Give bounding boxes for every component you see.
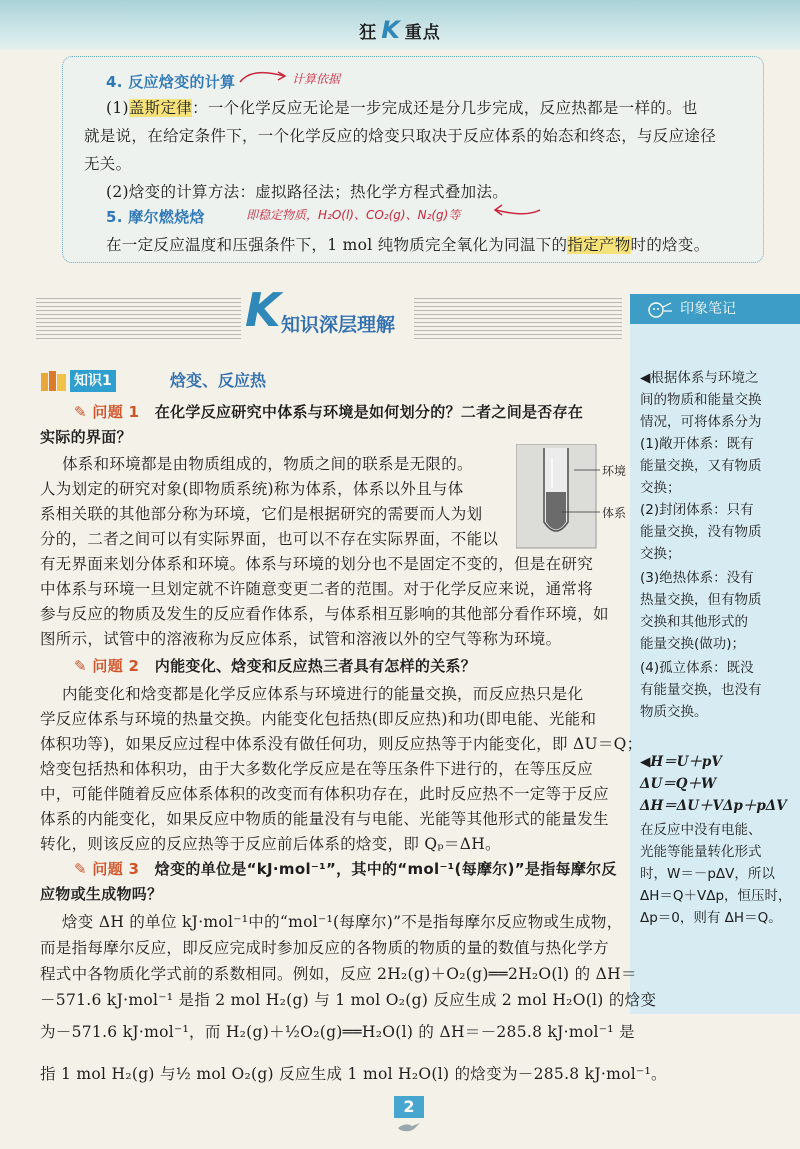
section-k-logo: K [245,283,281,337]
question-2 [74,655,476,676]
question-3-label: 问题 3 [92,860,140,878]
knowledge-tag: 知识1 [70,370,116,392]
sidebar-note2-line-1: 在反应中没有电能、 [640,822,762,838]
sidebar-note2-line-2: 光能等能量转化形式 [640,844,762,860]
section-4-title: 4. 反应焓变的计算 [106,73,236,91]
sidebar-note1-line-5: 能量交换，又有物质 [640,458,762,474]
question-3 [74,858,617,879]
brand-k-logo: K [381,16,401,44]
q2-body-line-4: 焓变包括热和体积功，由于大多数化学反应是在等压条件下进行的，在等压反应 [40,760,594,778]
q3-body-line-2: 而是指每摩尔反应，即反应完成时参加反应的各物质的物质的量的数值与热化学方 [40,939,609,957]
knowledge-title: 焓变、反应热 [170,371,267,390]
sidebar-title [630,294,800,324]
q2-body-line-7: 转化，则该反应的反应热等于反应前后体系的焓变，即 Qₚ＝ΔH。 [40,835,501,853]
bird-icon [396,1120,422,1134]
q1-body-line-5: 有无界面来划分体系和环境。体系与环境的划分也不是固定不变的，但是在研究 [40,555,594,573]
sidebar-note1-line-7: (2)封闭体系：只有 [640,502,754,518]
section-title-text: 知识深层理解 [281,314,396,336]
p3-suffix: 时的焓变。 [630,236,710,254]
q2-body-line-2: 学反应体系与环境的热量交换。内能变化包括热(即反应热)和功(即电能、光能和 [40,710,597,728]
sidebar-note1-line-2: 间的物质和能量交换 [640,392,762,408]
brand-left: 狂 [359,23,378,43]
sidebar-note1-line-14: (4)孤立体系：既没 [640,660,754,676]
test-tube-figure [516,444,636,549]
q2-body-line-3: 体积功等)，如果反应过程中体系没有做任何功，则反应热等于内能变化，即 ΔU＝Q； [40,735,643,753]
books-icon [40,370,68,392]
figure-label-system: 体系 [602,506,627,520]
sidebar-formula-3: ΔH＝ΔU＋VΔp＋pΔV [640,798,787,814]
hess-law-term: 盖斯定律 [128,99,193,117]
handwritten-note-stable: 即稳定物质，H₂O(l)、CO₂(g)、N₂(g)等 [246,208,461,222]
question-1-text-2: 实际的界面？ [40,428,132,446]
page-number: 2 [394,1096,424,1118]
question-1 [74,401,583,422]
handwritten-arrow-icon [238,66,288,88]
sidebar-note2-line-5: Δp＝0，则有 ΔH＝Q。 [640,910,782,926]
handwritten-arrow-left-icon [492,200,542,220]
sidebar-note1-line-4: (1)敞开体系：既有 [640,436,754,452]
question-3-text-1: 焓变的单位是“kJ·mol⁻¹”，其中的“mol⁻¹(每摩尔)”是指每摩尔反 [154,860,617,878]
sidebar-note1-line-3: 情况，可将体系分为 [640,414,762,430]
specified-product-term: 指定产物 [567,236,631,254]
sidebar-note2-line-3: 时，W＝－pΔV，所以 [640,866,775,882]
sidebar-note1-line-15: 有能量交换，也没有 [640,682,762,698]
sidebar-note1-line-12: 交换和其他形式的 [640,614,748,630]
q1-body-line-4: 分的，二者之间可以有实际界面，也可以不存在实际界面，不能以 [40,530,499,548]
q2-body-line-1: 内能变化和焓变都是化学反应体系与环境进行的能量交换，而反应热只是化 [62,685,584,703]
q3-body-line-5: 为－571.6 kJ·mol⁻¹，而 H₂(g)＋½O₂(g)══H₂O(l) 的 ΔH＝－285.8 kJ·mol⁻¹ 是 [40,1023,635,1041]
sidebar-formula-1: ◀H＝U＋pV [640,754,722,770]
character-icon [644,299,674,319]
question-1-text-1: 在化学反应研究中体系与环境是如何划分的？二者之间是否存在 [154,403,584,421]
figure-label-environment: 环境 [602,464,627,478]
sidebar-title-text: 印象笔记 [680,301,736,317]
section-title [245,283,396,337]
sidebar-note1-line-6: 交换； [640,480,681,496]
summary-para-2: (2)焓变的计算方法：虚拟路径法；热化学方程式叠加法。 [106,183,509,201]
sidebar-note1-line-1: ◀根据体系与环境之 [640,370,759,386]
summary-para-3 [106,233,710,255]
q2-body-line-6: 体系的内能变化，如果反应中物质的能量没有与电能、光能等其他形式的能量发生 [40,810,609,828]
sidebar-note1-line-11: 热量交换，但有物质 [640,592,762,608]
summary-para-1-line-2: 就是说，在给定条件下，一个化学反应的焓变只取决于反应体系的始态和终态，与反应途径 [84,127,717,145]
q3-body-line-4: －571.6 kJ·mol⁻¹ 是指 2 mol H₂(g) 与 1 mol O₂(g) 反应生成 2 mol H₂O(l) 的焓变 [40,991,657,1009]
q1-body-line-8: 图所示，试管中的溶液称为反应体系，试管和溶液以外的空气等称为环境。 [40,630,562,648]
summary-para-1-line-1 [106,96,698,118]
question-3-text-2: 应物或生成物吗？ [40,885,163,903]
sidebar-note1-line-13: 能量交换(做功)； [640,636,746,652]
sidebar-note2-line-4: ΔH＝Q＋VΔp，恒压时， [640,888,792,904]
q1-body-line-1: 体系和环境都是由物质组成的，物质之间的联系是无限的。 [62,455,473,473]
question-2-text: 内能变化、焓变和反应热三者具有怎样的关系？ [154,657,477,675]
pencil-icon: ✎ [74,860,87,878]
p1-prefix: (1) [106,99,129,117]
section-5-title: 5. 摩尔燃烧焓 [106,208,205,226]
q3-body-line-3: 程式中各物质化学式前的系数相同。例如，反应 2H₂(g)＋O₂(g)══2H₂O(l) 的 ΔH＝ [40,965,637,983]
q1-body-line-3: 系相关联的其他部分称为环境，它们是根据研究的需要而人为划 [40,505,483,523]
handwritten-note-basis: 计算依据 [292,72,341,86]
q1-body-line-7: 参与反应的物质及发生的反应看作体系，与体系相互影响的其他部分看作环境，如 [40,605,609,623]
q1-body-line-6: 中体系与环境一旦划定就不许随意变更二者的范围。对于化学反应来说，通常将 [40,580,594,598]
pencil-icon: ✎ [74,657,87,675]
brand-right: 重点 [404,23,441,43]
sidebar-formula-2: ΔU＝Q＋W [640,776,717,792]
test-tube-illustration [516,444,636,549]
question-1-label: 问题 1 [92,403,140,421]
q3-body-line-1: 焓变 ΔH 的单位 kJ·mol⁻¹中的“mol⁻¹(每摩尔)”不是指每摩尔反应物或生成物， [62,913,623,931]
q2-body-line-5: 中，可能伴随着反应体系体积的改变而有体积功存在，此时反应热不一定等于反应 [40,785,609,803]
p3-prefix: 在一定反应温度和压强条件下，1 mol 纯物质完全氧化为同温下的 [106,236,568,254]
pencil-icon: ✎ [74,403,87,421]
divider-right [414,298,622,340]
summary-para-1-line-3: 无关。 [84,155,132,173]
question-2-label: 问题 2 [92,657,140,675]
q3-body-line-6: 指 1 mol H₂(g) 与½ mol O₂(g) 反应生成 1 mol H₂O(l) 的焓变为－285.8 kJ·mol⁻¹。 [40,1065,667,1083]
p1-rest: ：一个化学反应无论是一步完成还是分几步完成，反应热都是一样的。也 [192,99,698,117]
sidebar-note1-line-8: 能量交换，没有物质 [640,524,762,540]
sidebar-note1-line-16: 物质交换。 [640,704,708,720]
brand-title [0,16,800,44]
sidebar-note1-line-9: 交换； [640,546,681,562]
q1-body-line-2: 人为划定的研究对象(即物质系统)称为体系，体系以外且与体 [40,480,464,498]
divider-left [36,298,241,340]
sidebar-note1-line-10: (3)绝热体系：没有 [640,570,754,586]
